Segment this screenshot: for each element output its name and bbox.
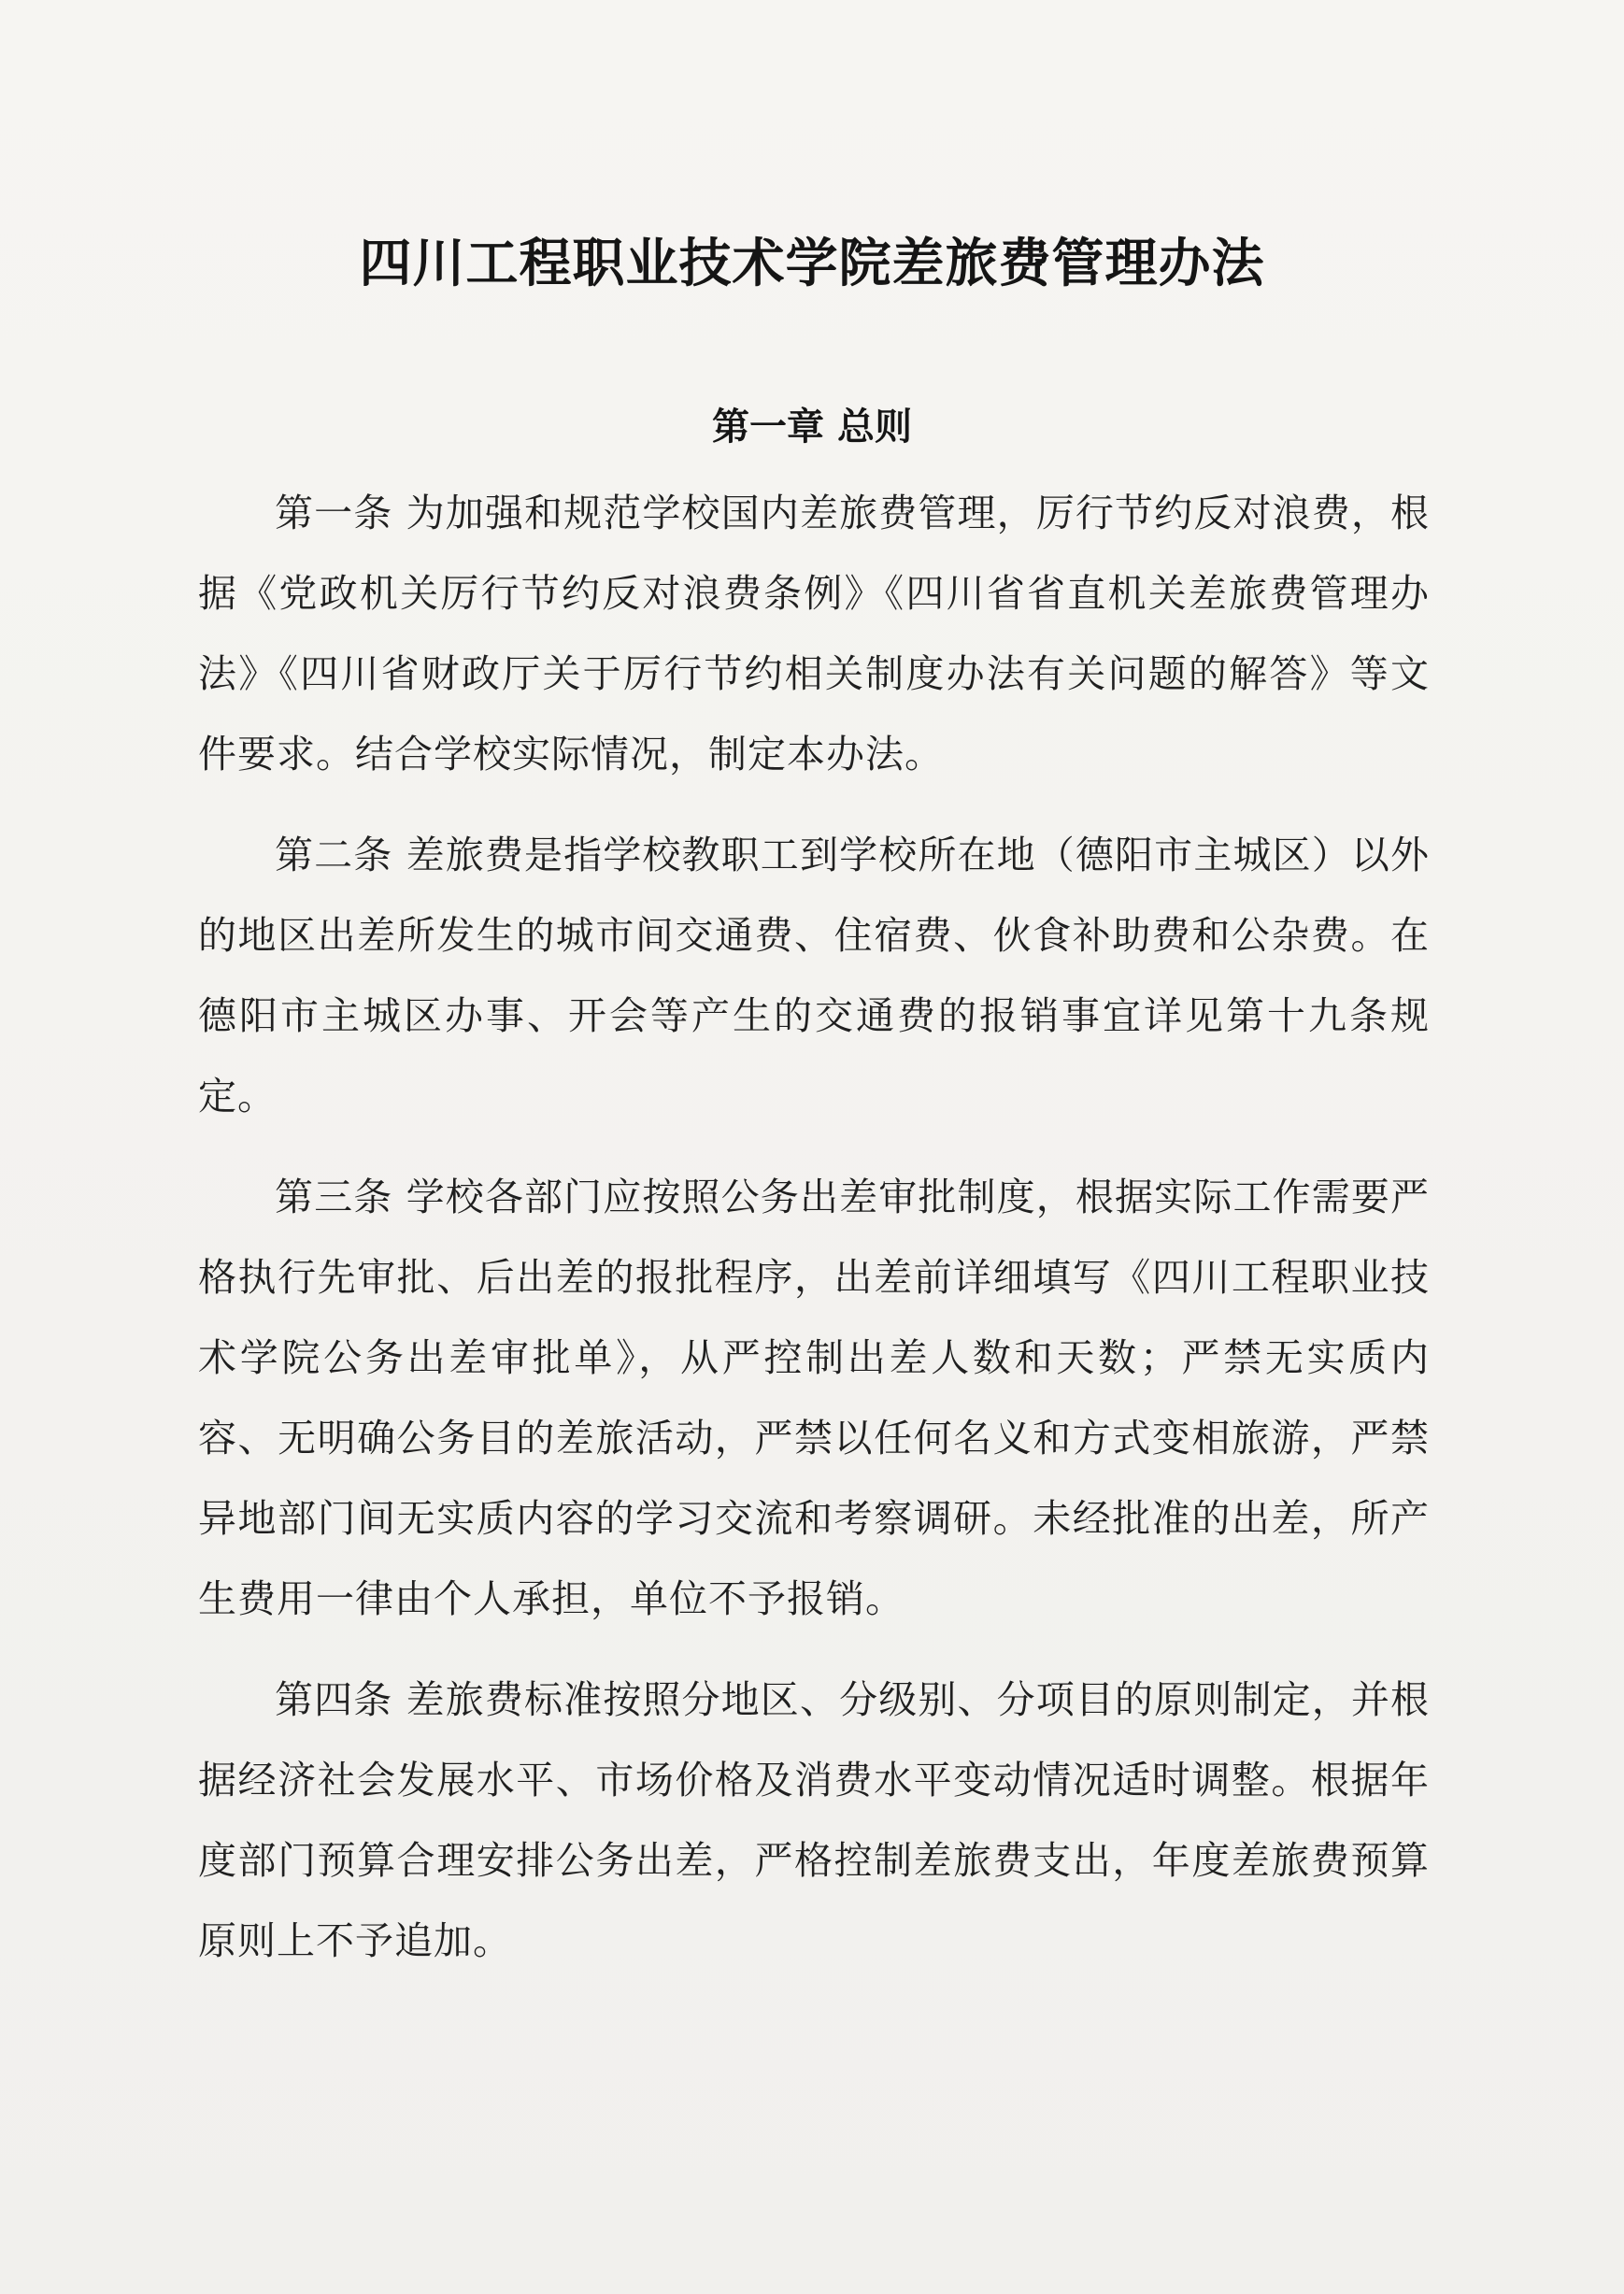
article-4-paragraph: 第四条 差旅费标准按照分地区、分级别、分项目的原则制定，并根据经济社会发展水平、市场价格及消费水平变动情况适时调整。根据年度部门预算合理安排公务出差，严格控制差旅费支出，年度差旅费预算原则上不予追加。 [198, 1677, 1430, 1963]
article-3-paragraph: 第三条 学校各部门应按照公务出差审批制度，根据实际工作需要严格执行先审批、后出差的报批程序，出差前详细填写《四川工程职业技术学院公务出差审批单》，从严控制出差人数和天数；严禁无实质内容、无明确公务目的差旅活动，严禁以任何名义和方式变相旅游，严禁异地部门间无实质内容的学习交流和考察调研。未经批准的出差，所产生费用一律由个人承担，单位不予报销。 [198, 1175, 1430, 1621]
document-body [198, 473, 1430, 1981]
document-title: 四川工程职业技术学院差旅费管理办法 [359, 234, 1265, 294]
chapter-heading: 第一章 总则 [712, 406, 912, 449]
article-2-paragraph: 第二条 差旅费是指学校教职工到学校所在地（德阳市主城区）以外的地区出差所发生的城市间交通费、住宿费、伙食补助费和公杂费。在德阳市主城区办事、开会等产生的交通费的报销事宜详见第十九条规定。 [198, 833, 1430, 1119]
article-1-paragraph: 第一条 为加强和规范学校国内差旅费管理，厉行节约反对浪费，根据《党政机关厉行节约反对浪费条例》《四川省省直机关差旅费管理办法》《四川省财政厅关于厉行节约相关制度办法有关问题的解答》等文件要求。结合学校实际情况，制定本办法。 [198, 491, 1430, 777]
